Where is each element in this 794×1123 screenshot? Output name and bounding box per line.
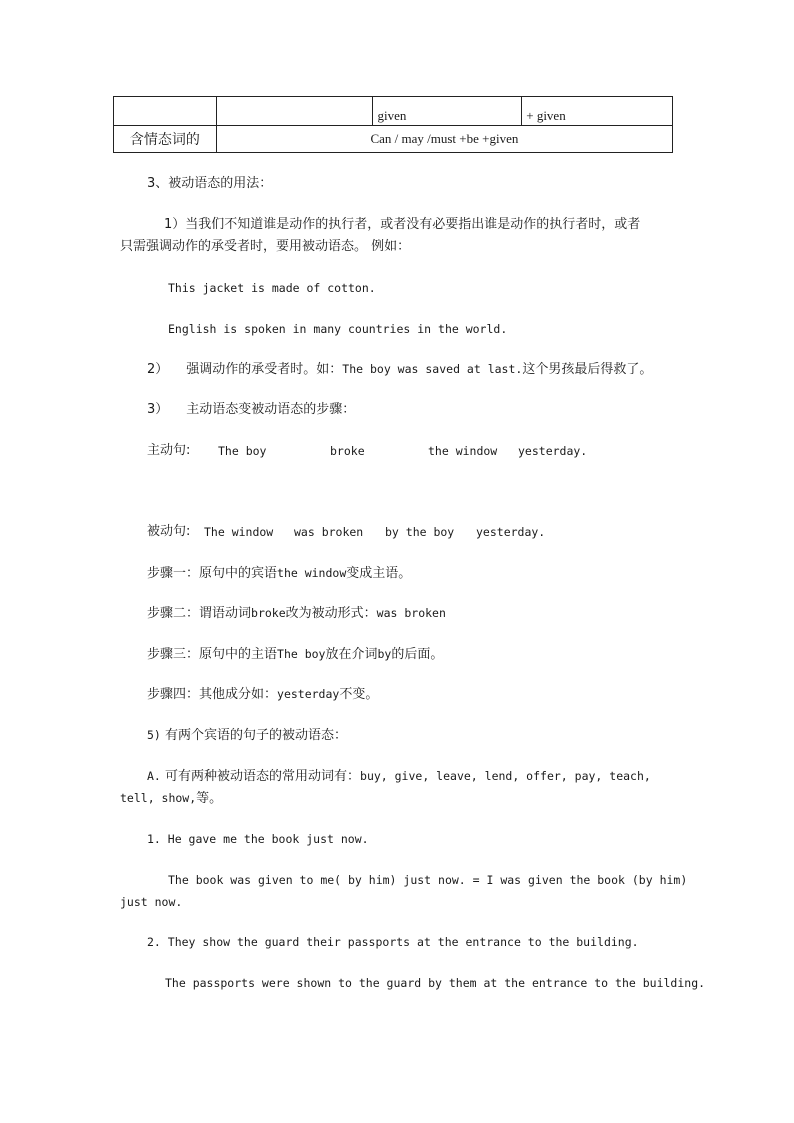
paragraph-line xyxy=(120,789,222,808)
verb-list: tell, show, xyxy=(120,791,197,805)
passive-subject: The window xyxy=(204,525,274,539)
passive-label: 被动句: xyxy=(147,524,191,539)
active-sentence xyxy=(147,442,190,460)
item-text: 有两个宾语的句子的被动语态： xyxy=(165,728,348,743)
item-text: 可有两种被动语态的常用动词有： xyxy=(165,769,361,784)
item-number: 2） xyxy=(147,362,169,377)
passive-voice-table xyxy=(113,96,673,153)
item-number: 5) xyxy=(147,728,161,742)
example-sentence: This jacket is made of cotton. xyxy=(168,281,376,295)
example-answer: The book was given to me( by him) just now. = I was given the book (by him) xyxy=(168,873,688,887)
item-text: 等。 xyxy=(196,791,223,806)
table-cell: Can / may /must +be +given xyxy=(216,126,672,153)
active-subject: The boy xyxy=(218,444,267,458)
paragraph-line xyxy=(147,401,355,419)
step-text: 步骤一：原句中的宾语 xyxy=(147,566,278,581)
example-answer: The passports were shown to the guard by them at the entrance to the building. xyxy=(165,976,706,990)
paragraph-line xyxy=(147,360,652,379)
example-sentence: 1. He gave me the book just now. xyxy=(147,832,369,846)
active-verb: broke xyxy=(330,444,365,458)
verb-list: buy, give, leave, lend, offer, pay, teach, xyxy=(360,769,651,783)
step-text: 改为被动形式： xyxy=(285,606,377,621)
step-english: broke xyxy=(251,606,286,620)
item-number: 3） xyxy=(147,402,169,417)
item-text: 主动语态变被动语态的步骤： xyxy=(186,402,356,417)
step-one xyxy=(147,564,411,583)
step-text: 放在介词 xyxy=(325,647,378,662)
step-text: 步骤三：原句中的主语 xyxy=(147,647,278,662)
step-english: yesterday xyxy=(277,687,340,701)
paragraph-line: 1）当我们不知道谁是动作的执行者，或者没有必要指出谁是动作的执行者时，或者 xyxy=(164,217,641,232)
example-sentence: 2. They show the guard their passports at the entrance to the building. xyxy=(147,935,639,949)
example-inline: The boy was saved at last. xyxy=(342,362,523,376)
table-cell xyxy=(114,97,217,126)
paragraph-line: 只需强调动作的承受者时，要用被动语态。 例如： xyxy=(120,239,411,254)
passive-verb: was broken xyxy=(294,525,364,539)
passive-time: yesterday. xyxy=(476,525,546,539)
step-english: the window xyxy=(277,566,347,580)
passive-agent: by the boy xyxy=(385,525,455,539)
active-label: 主动句: xyxy=(147,443,191,458)
example-sentence: English is spoken in many countries in the world. xyxy=(168,322,508,336)
step-english: The boy xyxy=(277,647,326,661)
paragraph-line xyxy=(147,767,651,786)
active-time: yesterday. xyxy=(518,444,588,458)
step-text: 不变。 xyxy=(339,687,379,702)
section-heading: 3、被动语态的用法： xyxy=(147,176,273,191)
table-row xyxy=(114,126,673,153)
step-text: 步骤四：其他成分如： xyxy=(147,687,278,702)
step-text: 步骤二：谓语动词 xyxy=(147,606,252,621)
table-row-label: 含情态词的 xyxy=(114,126,217,153)
table-cell xyxy=(216,97,373,126)
active-object: the window xyxy=(428,444,498,458)
step-four xyxy=(147,685,378,704)
step-two xyxy=(147,604,446,623)
step-english: was broken xyxy=(376,606,446,620)
step-text: 变成主语。 xyxy=(346,566,412,581)
step-english: by xyxy=(377,647,392,661)
item-text: 强调动作的承受者时。如： xyxy=(186,362,343,377)
section-heading xyxy=(147,726,347,745)
table-cell: given xyxy=(373,97,522,126)
table-row xyxy=(114,97,673,126)
step-text: 的后面。 xyxy=(391,647,444,662)
item-number: A. xyxy=(147,769,161,783)
example-answer: just now. xyxy=(120,895,183,909)
table-cell: + given xyxy=(522,97,673,126)
step-three xyxy=(147,645,443,664)
translation-inline: 这个男孩最后得救了。 xyxy=(522,362,653,377)
